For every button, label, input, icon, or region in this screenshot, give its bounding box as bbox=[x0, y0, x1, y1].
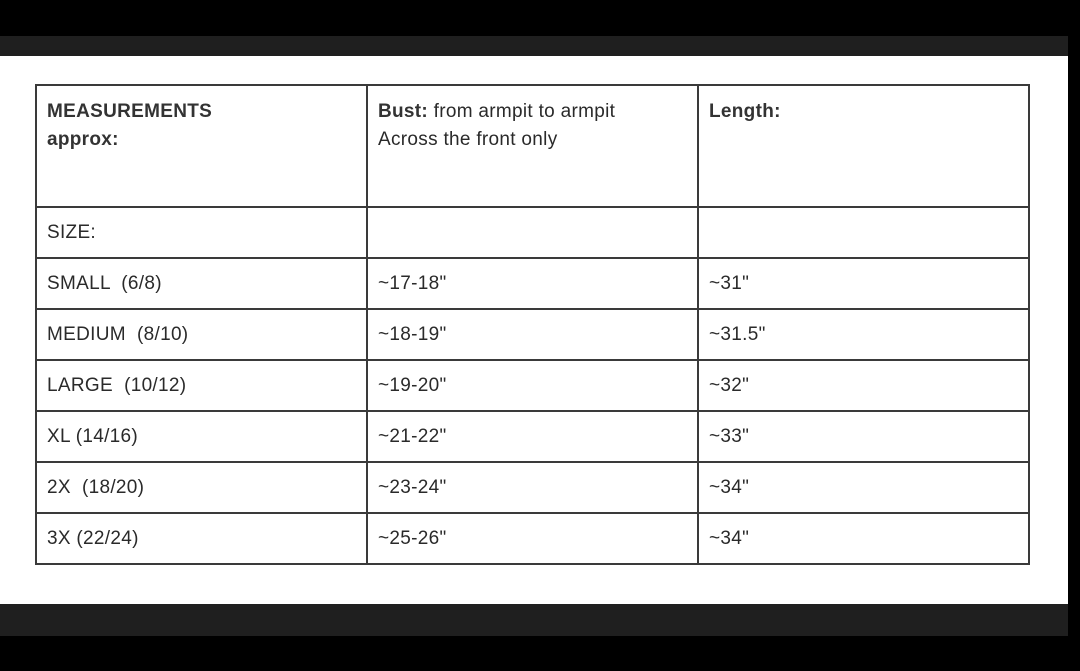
size-cell: LARGE (10/12) bbox=[36, 360, 367, 411]
header-measurements-label: MEASUREMENTS bbox=[47, 101, 213, 122]
header-bust-label: Bust: bbox=[378, 101, 429, 122]
bust-cell: ~19-20" bbox=[367, 360, 698, 411]
length-cell: ~31" bbox=[698, 258, 1029, 309]
size-cell: 3X (22/24) bbox=[36, 513, 367, 564]
bust-cell: ~21-22" bbox=[367, 411, 698, 462]
table-row bbox=[36, 309, 1029, 360]
length-cell: ~31.5" bbox=[698, 309, 1029, 360]
size-chart-table bbox=[35, 84, 1030, 565]
header-approx-label: approx: bbox=[47, 129, 119, 150]
header-length-label: Length: bbox=[709, 101, 781, 122]
table-row bbox=[36, 360, 1029, 411]
header-bust-cell bbox=[367, 85, 698, 207]
size-cell: XL (14/16) bbox=[36, 411, 367, 462]
size-label-cell: SIZE: bbox=[36, 207, 367, 258]
header-row bbox=[36, 85, 1029, 207]
table-row bbox=[36, 513, 1029, 564]
length-cell: ~33" bbox=[698, 411, 1029, 462]
table-row bbox=[36, 462, 1029, 513]
header-length-cell bbox=[698, 85, 1029, 207]
bust-cell: ~23-24" bbox=[367, 462, 698, 513]
header-measurements-cell bbox=[36, 85, 367, 207]
bottom-dark-band bbox=[0, 604, 1068, 636]
top-dark-band bbox=[0, 36, 1068, 56]
header-bust-line2: Across the front only bbox=[378, 129, 558, 150]
header-bust-description: from armpit to armpit bbox=[428, 101, 616, 122]
size-cell: SMALL (6/8) bbox=[36, 258, 367, 309]
header-bust-line1 bbox=[378, 98, 687, 126]
empty-length-cell bbox=[698, 207, 1029, 258]
size-label-row bbox=[36, 207, 1029, 258]
empty-bust-cell bbox=[367, 207, 698, 258]
length-cell: ~34" bbox=[698, 462, 1029, 513]
table-row bbox=[36, 258, 1029, 309]
table-row bbox=[36, 411, 1029, 462]
bust-cell: ~25-26" bbox=[367, 513, 698, 564]
size-cell: 2X (18/20) bbox=[36, 462, 367, 513]
length-cell: ~32" bbox=[698, 360, 1029, 411]
bust-cell: ~18-19" bbox=[367, 309, 698, 360]
size-cell: MEDIUM (8/10) bbox=[36, 309, 367, 360]
bust-cell: ~17-18" bbox=[367, 258, 698, 309]
length-cell: ~34" bbox=[698, 513, 1029, 564]
document-page bbox=[0, 56, 1068, 604]
